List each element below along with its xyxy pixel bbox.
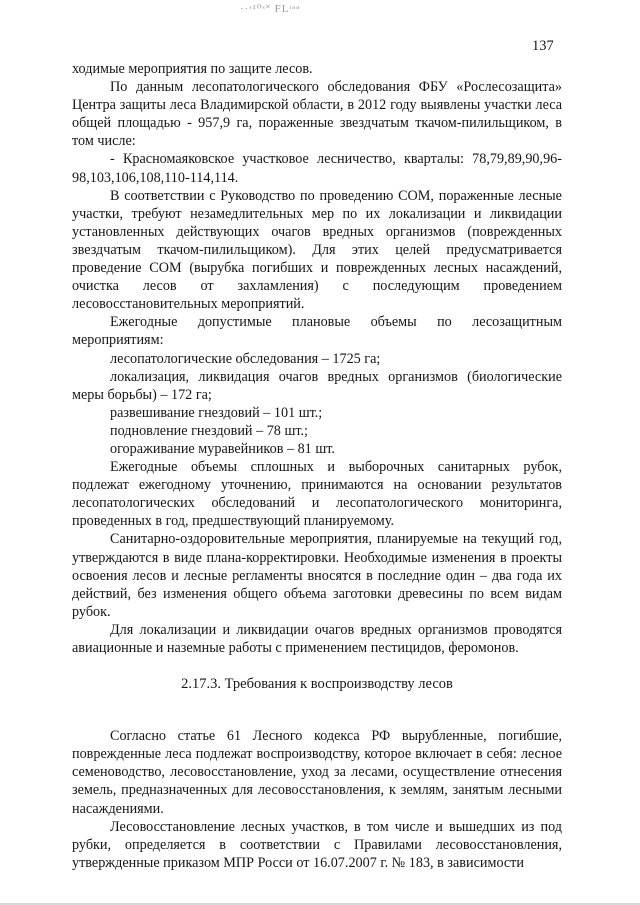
section-heading: 2.17.3. Требования к воспроизводству лесов — [181, 676, 453, 693]
paragraph: В соответствии с Руководство по проведению СОМ, пораженные лесные участки, требуют незамедлительных мер по их локализации и ликвидации установленных действующих очагов вредных организмов (поврежденных звездчатым ткачом-пилильщиком). Для этих целей предусматривается проведение СОМ (вырубка погибших и поврежденных лесных насаждений, очистка лесов от захламления) с последующим проведением лесовосстановительных мероприятий. — [72, 187, 562, 313]
paragraph: Согласно статье 61 Лесного кодекса РФ вырубленные, погибшие, поврежденные леса подлежат воспроизводству, которое включает в себя: лесное семеноводство, лесовосстановление, уход за лесами, осуществление отнесения земель, предназначенных для лесовосстановления, к землям, занятым лесными насаждениями. — [72, 728, 562, 817]
list-item: - Красномаяковское участковое лесничество, кварталы: 78,79,89,90,96-98,103,106,108,110-114,114. — [72, 151, 562, 186]
paragraph: По данным лесопатологического обследования ФБУ «Рослесозащита» Центра защиты леса Владимирской области, в 2012 году выявлены участки леса общей площадью - 957,9 га, пораженные звездчатым ткачом-пилильщиком, в том числе: — [72, 79, 562, 150]
list-item: локализация, ликвидация очагов вредных организмов (биологические меры борьбы) – 172 га; — [72, 368, 562, 403]
page-number: 137 — [532, 38, 554, 54]
scan-artifact: ··ˢ¹⁰ˢ˟ FLᶦᵃᵃ — [240, 3, 301, 15]
paragraph: Лесовосстановление лесных участков, в том числе и вышедших из под рубки, определяется в соответствии с Правилами лесовосстановления, утвержденные приказом МПР Росси от 16.07.2007 г. № 183, в зависимости — [72, 818, 562, 871]
paragraph: Ежегодные объемы сплошных и выборочных санитарных рубок, подлежат ежегодному уточнению, принимаются на основании результатов лесопатологических обследований и лесопатологического мониторинга, проведенных в год, предшествующий планируемому. — [72, 459, 562, 530]
list-item: развешивание гнездовий – 101 шт.; — [110, 404, 323, 421]
document-body — [72, 60, 562, 872]
list-item: лесопатологические обследования – 1725 га; — [110, 350, 381, 367]
paragraph: Санитарно-оздоровительные мероприятия, планируемые на текущий год, утверждаются в виде плана-корректировки. Необходимые изменения в проекты освоения лесов и лесные регламенты вносятся в последние один – два года их действий, без изменения общего объема заготовки древесины по всем видам рубок. — [72, 531, 562, 620]
list-item: огораживание муравейников – 81 шт. — [110, 440, 335, 457]
list-item: подновление гнездовий – 78 шт.; — [110, 422, 308, 439]
paragraph: ходимые мероприятия по защите лесов. — [72, 61, 313, 77]
paragraph: Ежегодные допустимые плановые объемы по лесозащитным мероприятиям: — [72, 314, 562, 349]
paragraph: Для локализации и ликвидации очагов вредных организмов проводятся авиационные и наземные работы с применением пестицидов, феромонов. — [72, 621, 562, 656]
